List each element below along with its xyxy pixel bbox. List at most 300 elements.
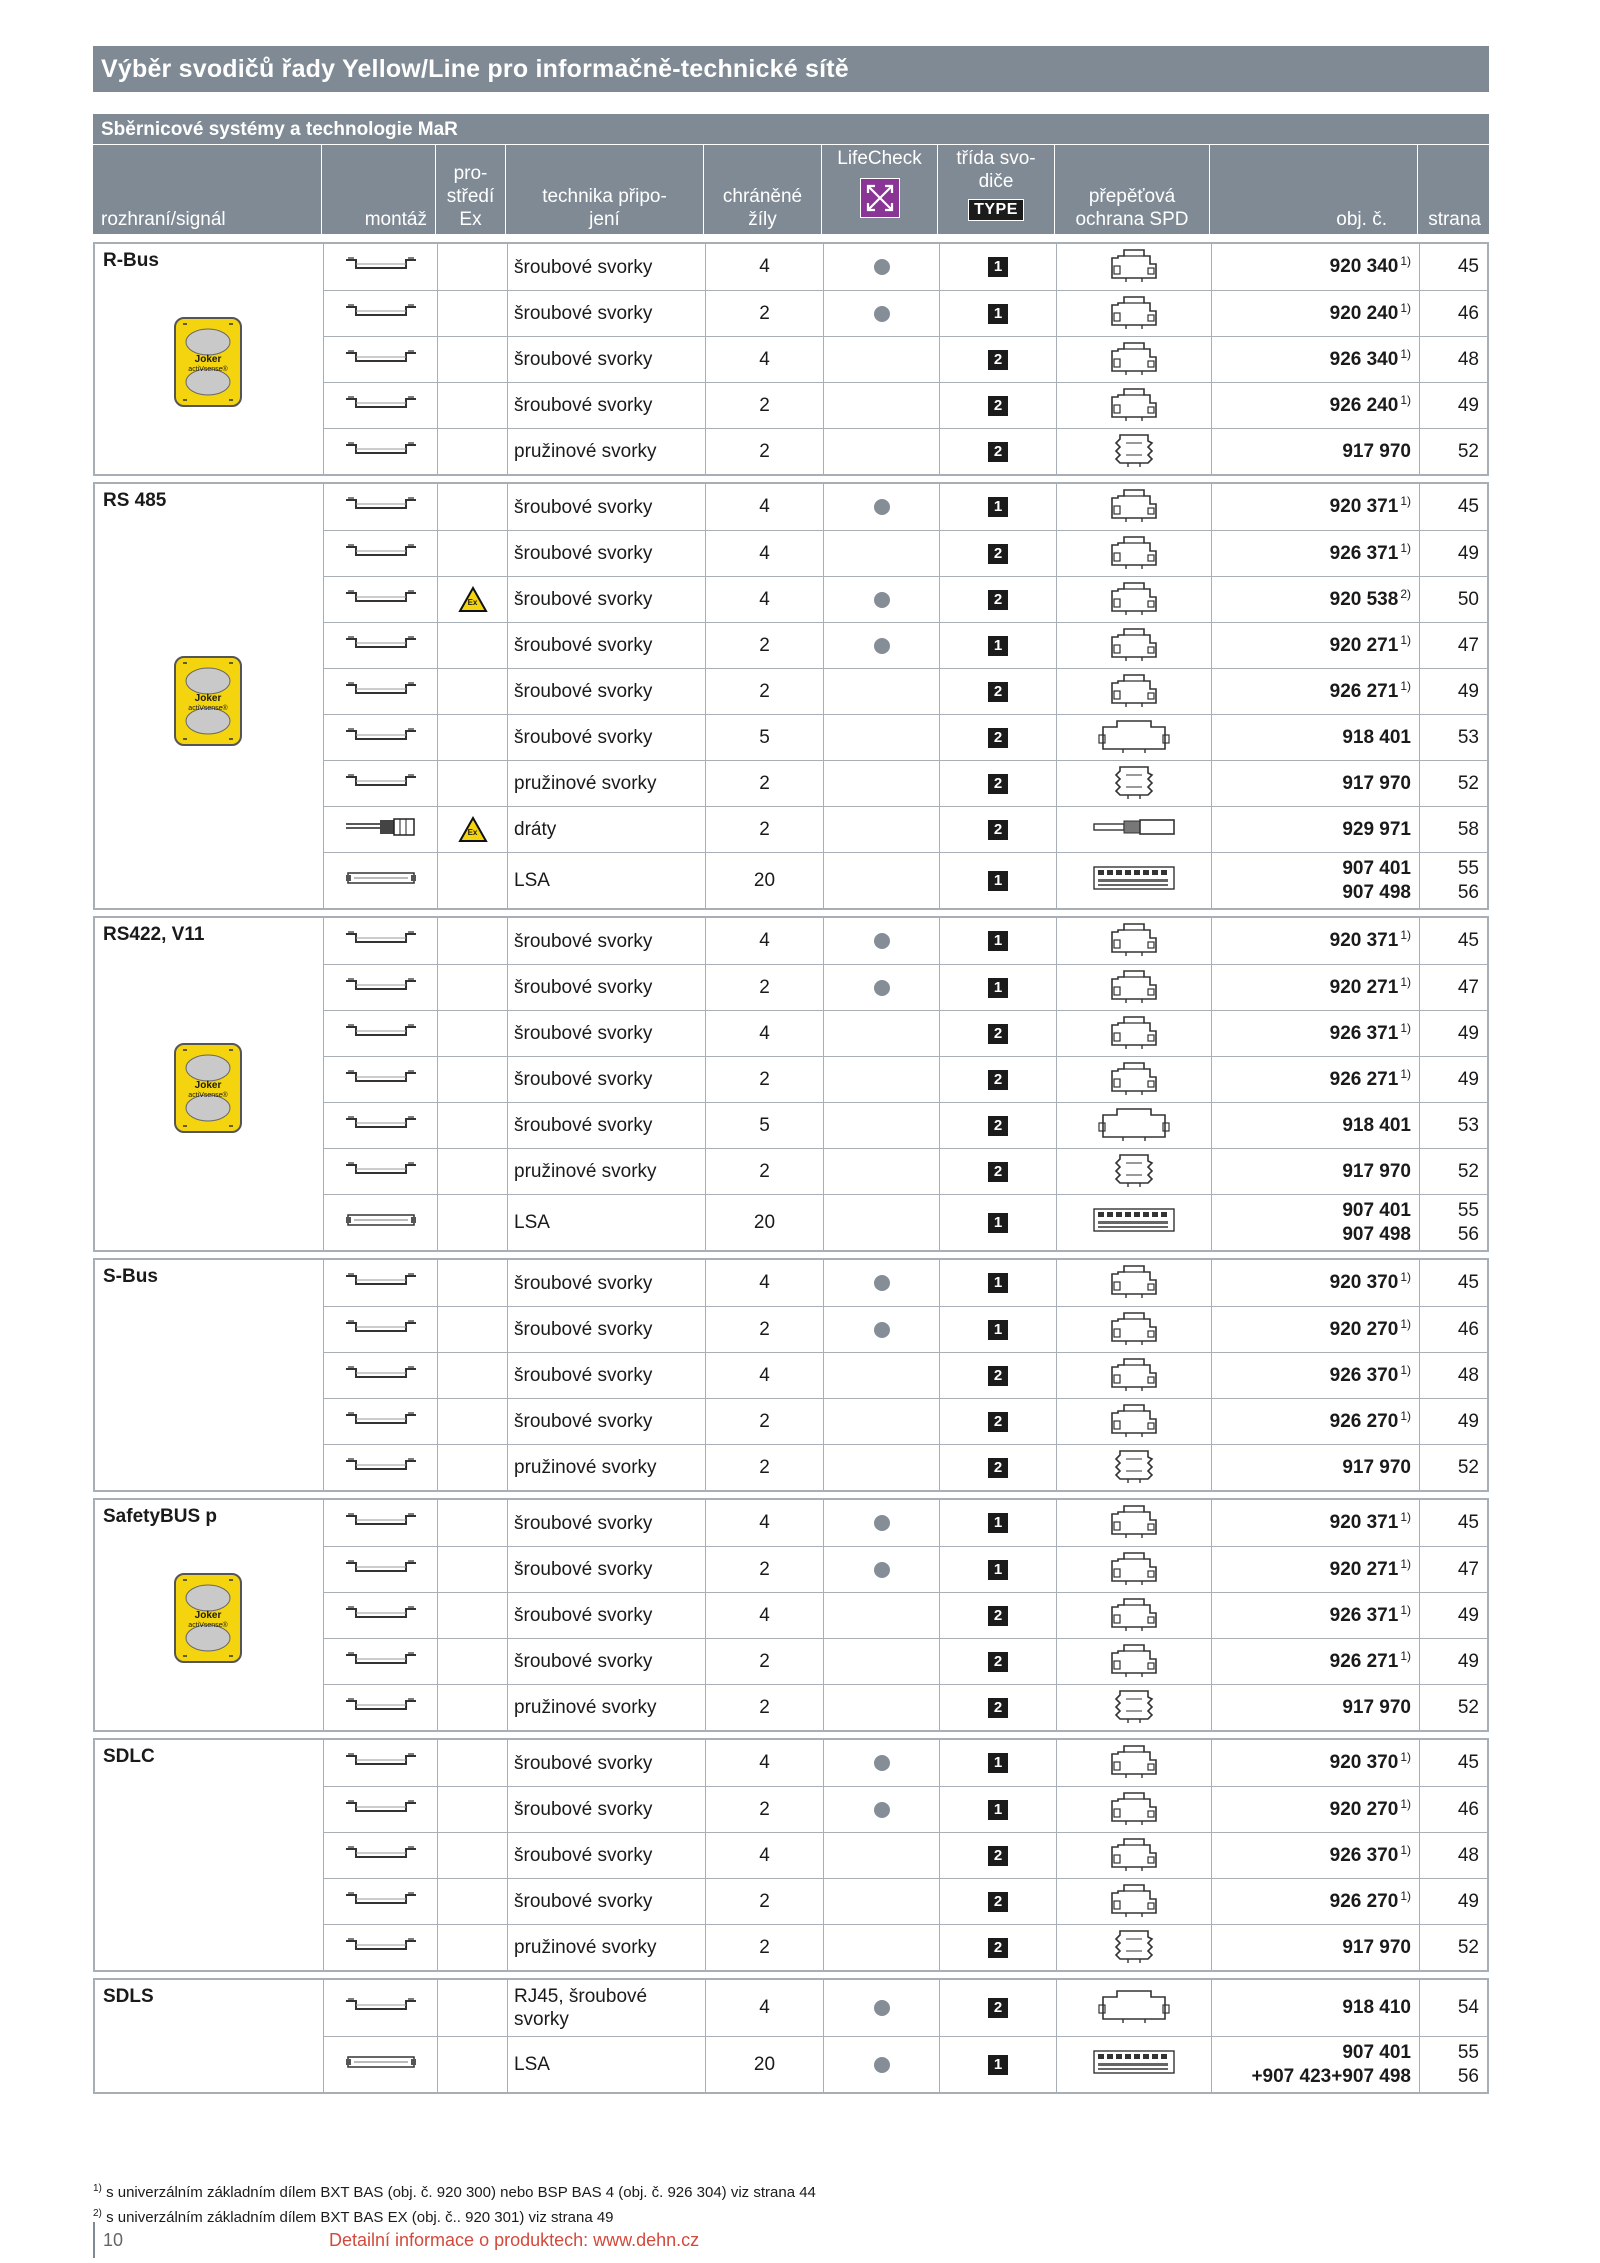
table-row: [323, 1684, 1487, 1730]
protected-wires: 4: [705, 918, 823, 964]
ex-cell: [437, 1639, 507, 1684]
page-ref-value: 49: [1457, 1650, 1479, 1672]
page-ref: [1419, 1740, 1485, 1786]
page-ref: [1419, 1593, 1485, 1638]
ex-cell: [437, 531, 507, 576]
table-row: [323, 918, 1487, 964]
ex-cell: [437, 2037, 507, 2092]
type-class-badge: 2: [988, 1162, 1008, 1182]
lifecheck-cell: [823, 337, 939, 382]
mount-cell: [323, 1307, 437, 1352]
din-rail-icon: [344, 1889, 418, 1915]
type-class-badge: 1: [988, 1753, 1008, 1773]
table-row: [323, 1832, 1487, 1878]
part-number-value: 920 370: [1329, 1272, 1399, 1293]
type-class-badge: 2: [988, 1458, 1008, 1478]
mount-cell: [323, 577, 437, 622]
class-cell: [939, 807, 1056, 852]
page-ref-value: 48: [1457, 348, 1479, 370]
lifecheck-cell: [823, 1500, 939, 1546]
page-ref-value: 47: [1457, 634, 1479, 656]
connection-technique: RJ45, šroubové svorky: [507, 1980, 705, 2036]
footnote-ref: 1): [1400, 1066, 1411, 1081]
page-ref: [1419, 1685, 1485, 1730]
spd-module-icon: [1106, 1833, 1162, 1879]
mount-cell: [323, 1399, 437, 1444]
spd-cell: [1056, 1195, 1211, 1250]
lifecheck-dot-icon: [874, 2000, 890, 2016]
protected-wires: 20: [705, 2037, 823, 2092]
table-row: [323, 964, 1487, 1010]
connection-technique: šroubové svorky: [507, 577, 705, 622]
mount-cell: [323, 965, 437, 1010]
part-number-value: 926 371: [1329, 1604, 1399, 1626]
connection-technique: šroubové svorky: [507, 1639, 705, 1684]
spd-module-icon: [1106, 1593, 1162, 1639]
page-ref: [1419, 965, 1485, 1010]
part-number-value: 920 538: [1329, 588, 1399, 610]
spd-spring-icon: [1106, 1149, 1162, 1195]
protected-wires: 2: [705, 965, 823, 1010]
group-rows: [323, 918, 1487, 1250]
lifecheck-dot-icon: [874, 1275, 890, 1291]
mount-cell: [323, 1879, 437, 1924]
protected-wires: 2: [705, 1445, 823, 1490]
lifecheck-cell: [823, 1925, 939, 1970]
type-class-badge: 2: [988, 544, 1008, 564]
ex-label: Ex: [467, 828, 478, 837]
lifecheck-cell: [823, 1980, 939, 2036]
table-row: [323, 1980, 1487, 2036]
lifecheck-cell: [823, 291, 939, 336]
footnote-ref: 1): [1400, 1888, 1411, 1903]
class-cell: [939, 1500, 1056, 1546]
spd-lsa-icon: [1092, 1205, 1176, 1241]
joker-activsense-logo: [173, 1572, 243, 1664]
din-rail-icon: [344, 587, 418, 613]
part-number: [1211, 1195, 1419, 1250]
footnotes: [93, 2178, 816, 2228]
din-rail-icon: [344, 1021, 418, 1047]
part-number: [1211, 853, 1419, 908]
table-row: [323, 714, 1487, 760]
spd-cell: [1056, 853, 1211, 908]
page-ref: [1419, 1925, 1485, 1970]
activsense-label: actiVsense®: [188, 1091, 228, 1099]
mount-cell: [323, 244, 437, 290]
spd-spring-icon: [1106, 1925, 1162, 1971]
connection-technique: šroubové svorky: [507, 1103, 705, 1148]
mount-cell: [323, 429, 437, 474]
spd-cell: [1056, 1879, 1211, 1924]
ex-cell: [437, 1445, 507, 1490]
ex-cell: [437, 337, 507, 382]
mount-cell: [323, 1149, 437, 1194]
page-ref: [1419, 1149, 1485, 1194]
spd-cell: [1056, 429, 1211, 474]
groups-container: [93, 242, 1489, 2094]
part-number-value: 920 271: [1329, 1558, 1399, 1580]
table-row: [323, 668, 1487, 714]
spd-cell: [1056, 244, 1211, 290]
ex-cell: [437, 1685, 507, 1730]
spd-cell: [1056, 1925, 1211, 1970]
lifecheck-icon: [860, 178, 900, 218]
part-number: [1211, 1547, 1419, 1592]
mount-cell: [323, 1500, 437, 1546]
din-rail-icon: [344, 1750, 418, 1776]
class-cell: [939, 1103, 1056, 1148]
din-rail-icon: [344, 301, 418, 327]
protected-wires: 4: [705, 337, 823, 382]
part-number: [1211, 918, 1419, 964]
din-rail-icon: [344, 928, 418, 954]
din-rail-icon: [344, 347, 418, 373]
spd-cell: [1056, 623, 1211, 668]
protected-wires: 5: [705, 715, 823, 760]
connection-technique: pružinové svorky: [507, 1149, 705, 1194]
class-cell: [939, 623, 1056, 668]
class-cell: [939, 1149, 1056, 1194]
footnote-1: $^{1)}$ s univerzálním základním dílem BXT BAS (obj. č. 920 300) nebo BSP BAS 4 (obj. č. 926 304) viz strana 44: [93, 2183, 816, 2201]
din-rail-icon: [344, 393, 418, 419]
table-row: [323, 1194, 1487, 1250]
page-ref: [1419, 337, 1485, 382]
ex-cell: [437, 623, 507, 668]
protected-wires: 2: [705, 1057, 823, 1102]
page-ref-value: 46: [1457, 1798, 1479, 1820]
type-class-badge: 1: [988, 1213, 1008, 1233]
footer-divider: [93, 2222, 95, 2258]
class-cell: [939, 853, 1056, 908]
table-row: [323, 1352, 1487, 1398]
mount-cell: [323, 1011, 437, 1056]
spd-wide-icon: [1097, 1103, 1171, 1149]
page-ref-value: 45: [1457, 1512, 1479, 1533]
lifecheck-dot-icon: [874, 259, 890, 275]
lifecheck-cell: [823, 244, 939, 290]
part-number: [1211, 383, 1419, 428]
page-ref-value: 49: [1457, 1022, 1479, 1044]
spd-cell: [1056, 1103, 1211, 1148]
joker-activsense-logo: [173, 316, 243, 408]
page-ref: [1419, 669, 1485, 714]
ex-cell: [437, 1307, 507, 1352]
page-ref-value: 49: [1457, 1068, 1479, 1090]
class-cell: [939, 1879, 1056, 1924]
class-cell: [939, 1445, 1056, 1490]
protected-wires: 2: [705, 669, 823, 714]
spd-cell: [1056, 1260, 1211, 1306]
joker-activsense-logo: [173, 655, 243, 747]
part-number-value: 926 240: [1329, 394, 1399, 416]
page-ref: [1419, 484, 1485, 530]
spd-cell: [1056, 1149, 1211, 1194]
page-ref: [1419, 1307, 1485, 1352]
protected-wires: 4: [705, 1011, 823, 1056]
page-ref: [1419, 1445, 1485, 1490]
protected-wires: 2: [705, 623, 823, 668]
footnote-ref: 2): [1400, 586, 1411, 601]
page-ref: [1419, 1833, 1485, 1878]
group-rows: [323, 1260, 1487, 1490]
spd-cell: [1056, 577, 1211, 622]
lifecheck-cell: [823, 484, 939, 530]
activsense-label: actiVsense®: [188, 704, 228, 712]
table-row: [323, 1924, 1487, 1970]
type-class-badge: 2: [988, 1070, 1008, 1090]
page-ref-value: 49: [1457, 394, 1479, 416]
lifecheck-dot-icon: [874, 592, 890, 608]
part-number: [1211, 1593, 1419, 1638]
spd-cell: [1056, 807, 1211, 852]
group-name: R-Bus: [103, 250, 159, 271]
type-class-badge: 1: [988, 1560, 1008, 1580]
lifecheck-cell: [823, 383, 939, 428]
spd-module-icon: [1106, 1879, 1162, 1925]
group-rows: [323, 1500, 1487, 1730]
class-cell: [939, 1980, 1056, 2036]
part-number: [1211, 1399, 1419, 1444]
type-class-badge: 1: [988, 497, 1008, 517]
type-class-badge: 2: [988, 442, 1008, 462]
lsa-strip-icon: [344, 870, 418, 892]
part-number: [1211, 1057, 1419, 1102]
ex-cell: [437, 715, 507, 760]
page-ref-value: 45: [1457, 930, 1479, 951]
page-ref: [1419, 1195, 1485, 1250]
type-class-badge: 2: [988, 1412, 1008, 1432]
table-row: [323, 1740, 1487, 1786]
part-number-value: +907 423+907 498: [1251, 2065, 1411, 2087]
table-row: [323, 760, 1487, 806]
type-class-badge: 1: [988, 871, 1008, 891]
header-lifecheck: LifeCheck: [821, 145, 937, 234]
lifecheck-cell: [823, 1353, 939, 1398]
mount-cell: [323, 761, 437, 806]
ex-cell: [437, 1260, 507, 1306]
part-number: [1211, 965, 1419, 1010]
class-cell: [939, 715, 1056, 760]
protected-wires: 2: [705, 807, 823, 852]
part-number-value: 926 371: [1329, 1022, 1399, 1044]
spd-spring-icon: [1106, 1685, 1162, 1731]
ex-cell: [437, 1103, 507, 1148]
din-rail-icon: [344, 1935, 418, 1961]
class-cell: [939, 1685, 1056, 1730]
lifecheck-cell: [823, 1260, 939, 1306]
din-rail-icon: [344, 1797, 418, 1823]
din-rail-icon: [344, 1695, 418, 1721]
group-name: RS422, V11: [103, 924, 205, 945]
type-class-badge: 2: [988, 1698, 1008, 1718]
lifecheck-cell: [823, 1639, 939, 1684]
class-cell: [939, 1740, 1056, 1786]
connection-technique: LSA: [507, 1195, 705, 1250]
mount-cell: [323, 669, 437, 714]
part-number-value: 920 271: [1329, 976, 1399, 998]
spd-module-icon: [1106, 1500, 1162, 1546]
part-number-value: 920 270: [1329, 1798, 1399, 1820]
protected-wires: 4: [705, 244, 823, 290]
type-class-badge: 2: [988, 350, 1008, 370]
lifecheck-cell: [823, 1445, 939, 1490]
group-rows: [323, 484, 1487, 908]
spd-module-icon: [1106, 337, 1162, 383]
page-ref: [1419, 531, 1485, 576]
group-rows: [323, 244, 1487, 474]
class-cell: [939, 1260, 1056, 1306]
ex-cell: [437, 761, 507, 806]
class-cell: [939, 669, 1056, 714]
table-row: [323, 852, 1487, 908]
connection-technique: šroubové svorky: [507, 1057, 705, 1102]
class-cell: [939, 1593, 1056, 1638]
spd-module-icon: [1106, 1547, 1162, 1593]
lifecheck-cell: [823, 1833, 939, 1878]
connection-technique: šroubové svorky: [507, 1399, 705, 1444]
footnote-ref: 1): [1400, 392, 1411, 407]
part-number: [1211, 1307, 1419, 1352]
din-rail-icon: [344, 1843, 418, 1869]
lsa-strip-icon: [344, 1212, 418, 1234]
spd-cell: [1056, 291, 1211, 336]
lifecheck-cell: [823, 623, 939, 668]
footnote-ref: 1): [1400, 1362, 1411, 1377]
part-number-value: 920 371: [1329, 930, 1399, 951]
connection-technique: šroubové svorky: [507, 337, 705, 382]
header-trida: třída svo- diče TYPE: [937, 145, 1054, 234]
part-number: [1211, 807, 1419, 852]
lifecheck-dot-icon: [874, 1322, 890, 1338]
protected-wires: 4: [705, 1980, 823, 2036]
spd-cell: [1056, 1445, 1211, 1490]
type-class-badge: 2: [988, 820, 1008, 840]
mount-cell: [323, 1445, 437, 1490]
lifecheck-dot-icon: [874, 1802, 890, 1818]
part-number: [1211, 1980, 1419, 2036]
page-ref-value: 52: [1457, 1936, 1479, 1958]
group-rows: [323, 1740, 1487, 1970]
part-number-value: 907 401: [1342, 2041, 1411, 2063]
page-ref-value: 55: [1457, 857, 1479, 879]
product-table: [93, 114, 1489, 2094]
page-title: Výběr svodičů řady Yellow/Line pro informačně-technické sítě: [93, 46, 1489, 92]
type-class-badge: 1: [988, 2055, 1008, 2075]
footnote-ref: 1): [1400, 1842, 1411, 1857]
spd-cell: [1056, 1685, 1211, 1730]
page-ref-value: 50: [1457, 588, 1479, 610]
product-info-link[interactable]: Detailní informace o produktech: www.dehn.cz: [329, 2230, 700, 2250]
page-ref: [1419, 1879, 1485, 1924]
protected-wires: 4: [705, 1260, 823, 1306]
part-number: [1211, 1500, 1419, 1546]
table-row: [323, 1592, 1487, 1638]
spd-cell: [1056, 1833, 1211, 1878]
part-number-value: 929 971: [1342, 818, 1411, 840]
part-number-value: 926 370: [1329, 1844, 1399, 1866]
ex-cell: [437, 1980, 507, 2036]
spd-cell: [1056, 1500, 1211, 1546]
spd-cell: [1056, 337, 1211, 382]
connection-technique: šroubové svorky: [507, 531, 705, 576]
type-class-badge: 1: [988, 1800, 1008, 1820]
protected-wires: 5: [705, 1103, 823, 1148]
part-number: [1211, 1260, 1419, 1306]
page-ref-value: 55: [1457, 2041, 1479, 2063]
page-ref: [1419, 291, 1485, 336]
page-ref: [1419, 2037, 1485, 2092]
part-number-value: 920 240: [1329, 302, 1399, 324]
mount-cell: [323, 1787, 437, 1832]
ex-cell: [437, 1057, 507, 1102]
part-number: [1211, 1787, 1419, 1832]
page-ref-value: 49: [1457, 1410, 1479, 1432]
type-class-badge: 2: [988, 1652, 1008, 1672]
class-cell: [939, 1787, 1056, 1832]
header-rozhrani: rozhraní/signál: [101, 209, 226, 230]
type-class-badge: 2: [988, 396, 1008, 416]
protected-wires: 4: [705, 1833, 823, 1878]
table-row: [323, 1010, 1487, 1056]
part-number: [1211, 337, 1419, 382]
lifecheck-dot-icon: [874, 1515, 890, 1531]
part-number-value: 920 271: [1329, 634, 1399, 656]
table-row: [323, 1546, 1487, 1592]
table-row: [323, 1878, 1487, 1924]
spd-module-icon: [1106, 244, 1162, 290]
part-number-value: 907 401: [1342, 1199, 1411, 1221]
connection-technique: pružinové svorky: [507, 1445, 705, 1490]
part-number: [1211, 244, 1419, 290]
mount-cell: [323, 1353, 437, 1398]
part-number: [1211, 1011, 1419, 1056]
part-number: [1211, 1149, 1419, 1194]
spd-cable-icon: [1092, 818, 1176, 842]
footnote-ref: 1): [1400, 1316, 1411, 1331]
group-name: SDLS: [103, 1986, 154, 2007]
class-cell: [939, 484, 1056, 530]
type-class-badge: 2: [988, 1938, 1008, 1958]
spd-module-icon: [1106, 623, 1162, 669]
ex-cell: [437, 291, 507, 336]
page-ref: [1419, 1260, 1485, 1306]
group-name: S-Bus: [103, 1266, 158, 1287]
part-number: [1211, 2037, 1419, 2092]
din-rail-icon: [344, 1649, 418, 1675]
part-number: [1211, 291, 1419, 336]
lifecheck-cell: [823, 1149, 939, 1194]
footnote-ref: 1): [1400, 1510, 1411, 1524]
type-class-badge: 1: [988, 1273, 1008, 1293]
lifecheck-cell: [823, 429, 939, 474]
type-class-badge: 2: [988, 774, 1008, 794]
connection-technique: šroubové svorky: [507, 1879, 705, 1924]
part-number: [1211, 623, 1419, 668]
part-number-value: 918 410: [1342, 1997, 1411, 2018]
din-rail-icon: [344, 1159, 418, 1185]
lifecheck-cell: [823, 965, 939, 1010]
type-class-badge: 1: [988, 1320, 1008, 1340]
din-rail-icon: [344, 633, 418, 659]
protected-wires: 4: [705, 484, 823, 530]
header-prostredi: pro- středí Ex: [435, 145, 505, 234]
spd-cell: [1056, 1593, 1211, 1638]
section-title: Sběrnicové systémy a technologie MaR: [93, 114, 1489, 145]
lifecheck-dot-icon: [874, 1562, 890, 1578]
footnote-ref: 1): [1400, 1408, 1411, 1423]
spd-module-icon: [1106, 484, 1162, 530]
